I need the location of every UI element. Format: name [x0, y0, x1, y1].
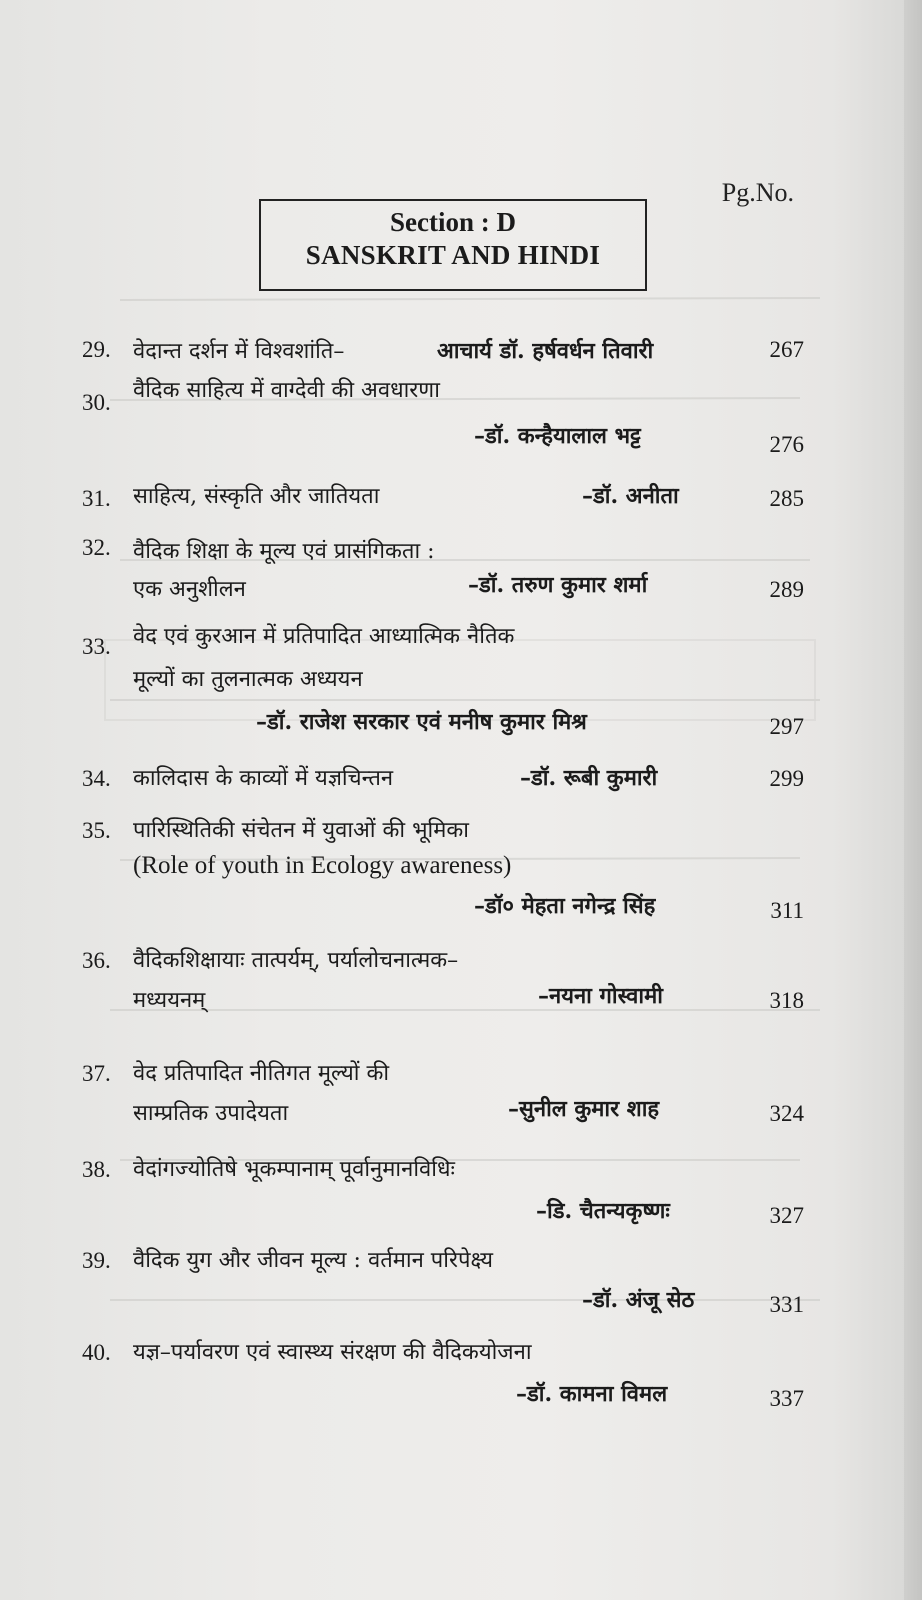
- entry-author: –डॉ. अनीता: [582, 483, 679, 509]
- entry-number: 39.: [82, 1248, 111, 1273]
- entry-title: वैदिक शिक्षा के मूल्य एवं प्रासंगिकता :: [133, 539, 435, 564]
- entry-author: आचार्य डॉ. हर्षवर्धन तिवारी: [437, 338, 654, 364]
- section-title: SANSKRIT AND HINDI: [305, 240, 601, 270]
- entry-title: वैदिक युग और जीवन मूल्य : वर्तमान परिपेक्ष्य: [133, 1248, 494, 1273]
- entry-number: 36.: [82, 948, 111, 973]
- entry-number: 38.: [82, 1157, 111, 1182]
- entry-page: 285: [769, 486, 804, 511]
- entry-page: 276: [769, 432, 804, 457]
- entry-number: 34.: [82, 766, 111, 791]
- entry-author: –डॉ० मेहता नगेन्द्र सिंह: [474, 893, 656, 919]
- entry-author: –डॉ. कामना विमल: [516, 1381, 668, 1407]
- entry-title: वैदिकशिक्षायाः तात्पर्यम्, पर्यालोचनात्मक–: [133, 948, 459, 973]
- entry-title: वेद प्रतिपादित नीतिगत मूल्यों की: [133, 1061, 390, 1086]
- entry-title-cont: मध्ययनम्: [133, 988, 206, 1013]
- entry-number: 33.: [82, 634, 111, 659]
- entry-number: 37.: [82, 1061, 111, 1086]
- entry-author: –सुनील कुमार शाह: [508, 1096, 660, 1122]
- section-heading-box: [259, 199, 647, 291]
- entry-number: 29.: [82, 337, 111, 362]
- entry-author: –नयना गोस्वामी: [538, 983, 663, 1009]
- entry-title: वेदांगज्योतिषे भूकम्पानाम् पूर्वानुमानविधिः: [133, 1157, 455, 1182]
- entry-page: 337: [769, 1386, 804, 1411]
- entry-title: पारिस्थितिकी संचेतन में युवाओं की भूमिका: [133, 818, 469, 843]
- entry-number: 35.: [82, 818, 111, 843]
- entry-author: –डॉ. अंजू सेठ: [582, 1287, 695, 1313]
- entry-title-cont: साम्प्रतिक उपादेयता: [133, 1101, 289, 1126]
- entry-number: 31.: [82, 486, 111, 511]
- entry-number: 30.: [82, 390, 111, 415]
- entry-number: 40.: [82, 1340, 111, 1365]
- entry-page: 324: [769, 1101, 804, 1126]
- entry-page: 327: [769, 1203, 804, 1228]
- entry-page: 311: [770, 898, 804, 923]
- section-label: Section : D: [390, 207, 516, 237]
- entry-page: 299: [769, 766, 804, 791]
- entry-title-english: (Role of youth in Ecology awareness): [133, 852, 512, 879]
- entry-title: कालिदास के काव्यों में यज्ञचिन्तन: [133, 766, 394, 791]
- entry-title: साहित्य, संस्कृति और जातियता: [133, 484, 380, 509]
- entry-number: 32.: [82, 535, 111, 560]
- entry-author: –डॉ. रूबी कुमारी: [520, 765, 658, 791]
- entry-page: 318: [769, 988, 804, 1013]
- page-edge-shadow: [904, 0, 922, 1600]
- entry-page: 267: [769, 337, 804, 362]
- entry-author: –डॉ. राजेश सरकार एवं मनीष कुमार मिश्र: [256, 709, 587, 735]
- entry-title: वेदान्त दर्शन में विश्वशांति–: [133, 339, 345, 364]
- entry-title: यज्ञ–पर्यावरण एवं स्वास्थ्य संरक्षण की वैदिकयोजना: [133, 1340, 532, 1365]
- entry-title: वेद एवं कुरआन में प्रतिपादित आध्यात्मिक नैतिक: [133, 624, 515, 649]
- entry-page: 331: [769, 1292, 804, 1317]
- entry-author: –डॉ. तरुण कुमार शर्मा: [468, 572, 648, 598]
- entry-page: 297: [769, 714, 804, 739]
- entry-title-cont: एक अनुशीलन: [133, 577, 246, 602]
- page-number-header: Pg.No.: [721, 178, 794, 207]
- entry-title-cont: मूल्यों का तुलनात्मक अध्ययन: [133, 667, 363, 692]
- entry-author: –डि. चैतन्यकृष्णः: [536, 1198, 670, 1224]
- entry-title: वैदिक साहित्य में वाग्देवी की अवधारणा: [133, 378, 440, 403]
- entry-author: –डॉ. कन्हैयालाल भट्ट: [474, 423, 641, 449]
- entry-page: 289: [769, 577, 804, 602]
